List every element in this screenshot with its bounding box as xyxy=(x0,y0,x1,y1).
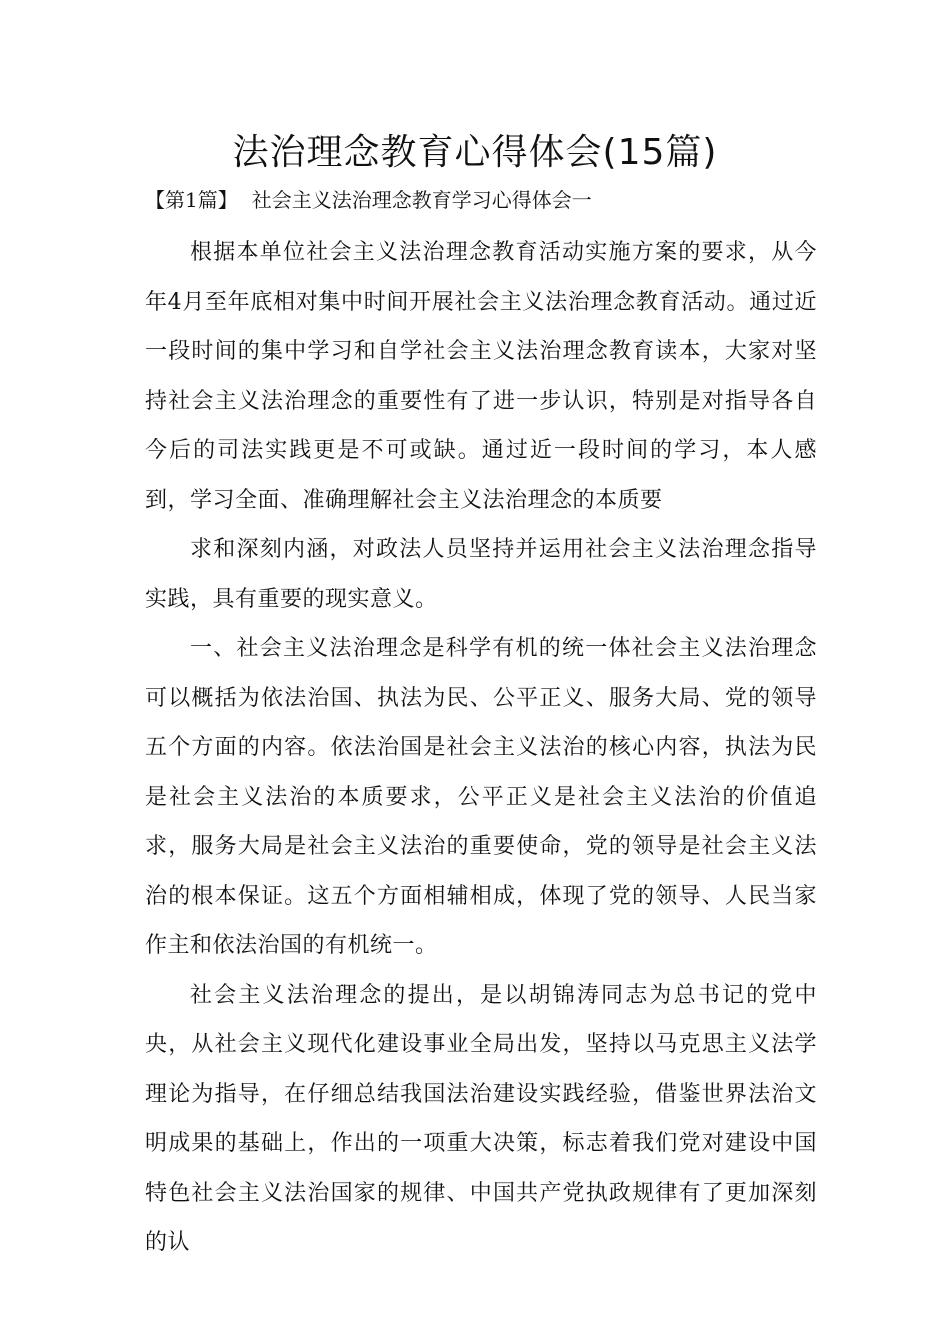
section-header xyxy=(145,184,825,216)
section-heading: 社会主义法治理念教育学习心得体会一 xyxy=(251,188,592,212)
paragraph-2: 求和深刻内涵，对政法人员坚持并运用社会主义法治理念指导实践，具有重要的现实意义。 xyxy=(145,537,817,612)
paragraph-3: 一、社会主义法治理念是科学有机的统一体社会主义法治理念可以概括为依法治国、执法为民、公平正义、服务大局、党的领导五个方面的内容。依法治国是社会主义法治的核心内容，执法为民是社会主义法治的本质要求，公平正义是社会主义法治的价值追求，服务大局是社会主义法治的重要使命，党的领导是社会主义法治的根本保证。这五个方面相辅相成，体现了党的领导、人民当家作主和依法治国的有机统一。 xyxy=(145,636,817,958)
section-label: 【第1篇】 xyxy=(145,188,238,212)
paragraph-4: 社会主义法治理念的提出，是以胡锦涛同志为总书记的党中央，从社会主义现代化建设事业全局出发，坚持以马克思主义法学理论为指导，在仔细总结我国法治建设实践经验，借鉴世界法治文明成果的基础上，作出的一项重大决策，标志着我们党对建设中国特色社会主义法治国家的规律、中国共产党执政规律有了更加深刻的认 xyxy=(145,982,817,1255)
paragraph-1: 根据本单位社会主义法治理念教育活动实施方案的要求，从今年4月至年底相对集中时间开展社会主义法治理念教育活动。通过近一段时间的集中学习和自学社会主义法治理念教育读本，大家对坚持社会主义法治理念的重要性有了进一步认识，特别是对指导各自今后的司法实践更是不可或缺。通过近一段时间的学习，本人感到，学习全面、准确理解社会主义法治理念的本质要 xyxy=(145,240,817,513)
document-title: 法治理念教育心得体会(15篇) xyxy=(232,132,718,173)
document-body xyxy=(145,228,817,1268)
